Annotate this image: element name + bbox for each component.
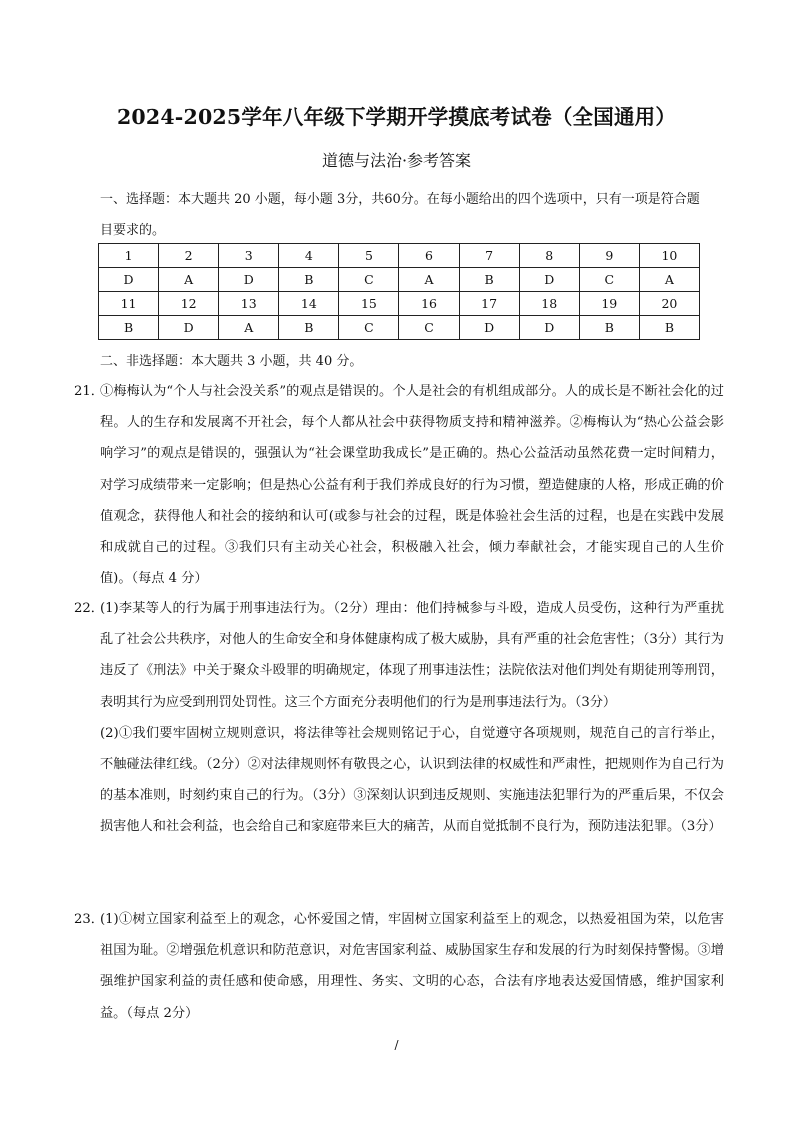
- answer-key-cell: A: [219, 316, 279, 340]
- question-answer-text: ①梅梅认为“个人与社会没关系”的观点是错误的。个人是社会的有机组成部分。人的成长是不断社会化的过程。人的生存和发展离不开社会，每个人都从社会中获得物质支持和精神滋养。②梅梅认为“热心公益会影响学习”的观点是错误的，强强认为“社会课堂助我成长”是正确的。热心公益活动虽然花费一定时间精力，对学习成绩带来一定影响；但是热心公益有利于我们养成良好的行为习惯，塑造健康的人格，形成正确的价值观念，获得他人和社会的接纳和认可(或参与社会的过程，既是体验社会生活的过程，也是在实践中发展和成就自己的过程。③我们只有主动关心社会，积极融入社会，倾力奉献社会，才能实现自己的人生价值)。（每点 4 分）: [100, 384, 724, 587]
- question-21: [74, 376, 724, 594]
- answer-key-row: [99, 268, 700, 292]
- answer-table: [98, 243, 700, 340]
- question-number-cell: 6: [399, 244, 459, 268]
- question-number-cell: 16: [399, 292, 459, 316]
- question-answer-part-2: (2)①我们要牢固树立规则意识，将法律等社会规则铭记于心，自觉遵守各项规则，规范自己的言行举止，不触碰法律红线。（2分）②对法律规则怀有敬畏之心，认识到法律的权威性和严肃性，把规则作为自己行为的基本准则，时刻约束自己的行为。（3分）③深刻认识到违反规则、实施违法犯罪行为的严重后果，不仅会损害他人和社会利益，也会给自己和家庭带来巨大的痛苦，从而自觉抵制不良行为，预防违法犯罪。（3分）: [100, 725, 724, 835]
- answer-key-cell: D: [159, 316, 219, 340]
- answer-key-cell: A: [639, 268, 699, 292]
- question-number-cell: 7: [459, 244, 519, 268]
- section-choice-heading: 一、选择题：本大题共 20 小题，每小题 3分，共60分。在每小题给出的四个选项中，只有一项是符合题目要求的。: [100, 192, 700, 238]
- question-number-cell: 4: [279, 244, 339, 268]
- question-number: 21．: [74, 384, 104, 399]
- question-number-cell: 9: [579, 244, 639, 268]
- question-number-cell: 12: [159, 292, 219, 316]
- answer-key-cell: B: [279, 268, 339, 292]
- question-number-row: [99, 244, 700, 268]
- question-number-cell: 10: [639, 244, 699, 268]
- question-number-cell: 5: [339, 244, 399, 268]
- question-answer-part-1: (1)李某等人的行为属于刑事违法行为。（2分）理由：他们持械参与斗殴，造成人员受伤，这种行为严重扰乱了社会公共秩序，对他人的生命安全和身体健康构成了极大威胁，具有严重的社会危害性；（3分）其行为违反了《刑法》中关于聚众斗殴罪的明确规定，体现了刑事违法性；法院依法对他们判处有期徒刑等刑罚，表明其行为应受到刑罚处罚性。这三个方面充分表明他们的行为是刑事违法行为。（3分）: [100, 601, 724, 710]
- section-nonchoice-heading: 二、非选择题：本大题共 3 小题，共 40 分。: [100, 354, 363, 369]
- page-subtitle: 道德与法治·参考答案: [321, 151, 472, 170]
- question-number-cell: 19: [579, 292, 639, 316]
- answer-key-cell: A: [159, 268, 219, 292]
- answer-key-cell: B: [579, 316, 639, 340]
- answer-key-cell: B: [279, 316, 339, 340]
- question-number-row: [99, 292, 700, 316]
- answer-key-cell: B: [99, 316, 159, 340]
- page-number: /: [394, 1038, 399, 1052]
- answer-key-cell: C: [339, 316, 399, 340]
- question-number-cell: 3: [219, 244, 279, 268]
- answer-key-cell: C: [399, 316, 459, 340]
- answer-key-cell: D: [519, 316, 579, 340]
- answer-key-cell: D: [99, 268, 159, 292]
- question-23: [74, 904, 724, 1029]
- answer-key-cell: A: [399, 268, 459, 292]
- question-number: 22．: [74, 601, 104, 616]
- question-number-cell: 8: [519, 244, 579, 268]
- question-number-cell: 2: [159, 244, 219, 268]
- question-number: 23．: [74, 912, 104, 927]
- answer-key-cell: C: [579, 268, 639, 292]
- page-title: 2024-2025学年八年级下学期开学摸底考试卷（全国通用）: [116, 105, 677, 129]
- answer-key-cell: D: [459, 316, 519, 340]
- question-answer-part-1: (1)①树立国家利益至上的观念，心怀爱国之情，牢固树立国家利益至上的观念，以热爱祖国为荣，以危害祖国为耻。②增强危机意识和防范意识，对危害国家利益、威胁国家生存和发展的行为时刻保持警惕。③增强维护国家利益的责任感和使命感，用理性、务实、文明的心态，合法有序地表达爱国情感，维护国家利益。（每点 2分）: [100, 912, 724, 1021]
- question-number-cell: 11: [99, 292, 159, 316]
- question-number-cell: 13: [219, 292, 279, 316]
- question-number-cell: 20: [639, 292, 699, 316]
- answer-key-cell: D: [519, 268, 579, 292]
- answer-key-cell: C: [339, 268, 399, 292]
- answer-key-cell: B: [459, 268, 519, 292]
- answer-key-cell: D: [219, 268, 279, 292]
- question-number-cell: 17: [459, 292, 519, 316]
- answer-key-row: [99, 316, 700, 340]
- question-number-cell: 14: [279, 292, 339, 316]
- question-number-cell: 15: [339, 292, 399, 316]
- answer-key-cell: B: [639, 316, 699, 340]
- question-number-cell: 1: [99, 244, 159, 268]
- question-number-cell: 18: [519, 292, 579, 316]
- question-22: [74, 593, 724, 843]
